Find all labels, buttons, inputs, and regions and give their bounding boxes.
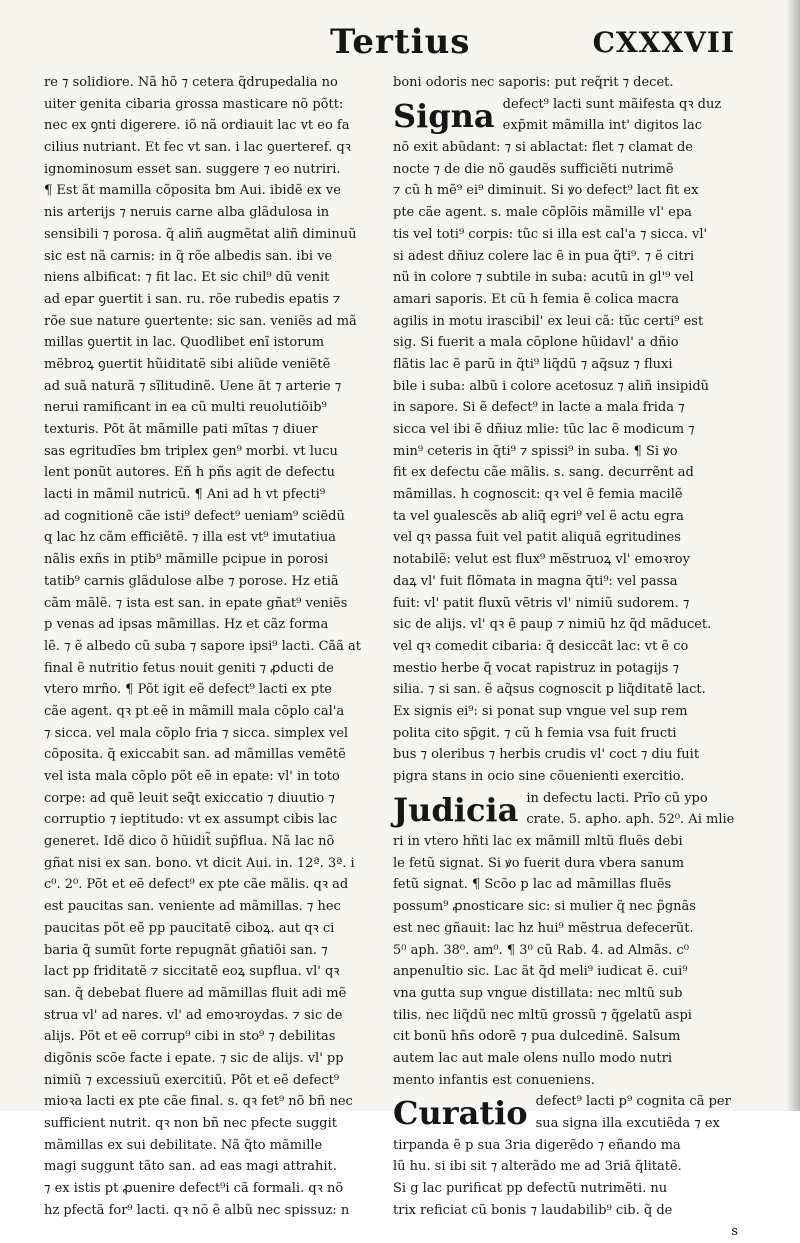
text-line: pigra stans in ocio sine cõuenienti exercitio. [393, 769, 685, 784]
text-line: lũ hu. si ibi sit ⁊ alterãdo me ad 3riã q̃litatẽ. [393, 1159, 682, 1175]
right-column [393, 72, 738, 1240]
text-line: cãm mãlẽ. ⁊ ista est san. in epate gñat⁹ veniẽs [44, 595, 348, 611]
text-line: hz pfectã for⁹ lacti. qꝛ nõ ẽ albũ nec spissuz: n [44, 1202, 350, 1218]
text-line: sufficient nutrit. qꝛ non bñ nec pfecte suggit [44, 1116, 337, 1131]
text-line: nerui ramificant in ea cũ multi reuolutiõib⁹ [44, 400, 327, 416]
text-line: possum⁹ ꝓnosticare sic: si mulier q̃ nec p̃gnãs [393, 899, 696, 915]
catchword: s [731, 1224, 738, 1240]
text-line: nõ exit abũdant: ⁊ si ablactat: flet ⁊ clamat de [393, 140, 693, 156]
text-line: vna gutta sup vngue distillata: nec mltũ sub [393, 985, 683, 1001]
text-line: ⁊ sicca. vel mala cõplo fria ⁊ sicca. simplex vel [44, 725, 349, 741]
text-line: final ẽ nutritio fetus nouit geniti ⁊ ꝓducti de [44, 660, 334, 676]
text-line: lent ponũt autores. Eñ h pñs agit de defectu [44, 465, 335, 481]
text-line: cilius nutriant. Et fec vt san. i lac ꝯuerteref. qꝛ [44, 140, 351, 156]
text-line: anpenultio sic. Lac ãt q̃d meli⁹ iudicat ẽ. cui⁹ [393, 964, 688, 980]
text-line: vel qꝛ comedit cibaria: q̃ desiccãt lac: vt ẽ co [393, 638, 689, 654]
text-line: notabilẽ: velut est flux⁹ mẽstruoꝝ vl' emoꝛroy [393, 552, 690, 568]
section-curatio [393, 1091, 738, 1221]
left-column [44, 72, 389, 1218]
text-line: ri in vtero hñti lac ex mãmill mltũ fluẽs debi [393, 834, 683, 850]
text-line: agilis in motu irascibil' ex leui cã: tũc certi⁹ est [393, 313, 704, 329]
text-line: daꝝ vl' fuit flõmata in magna q̃ti⁹: vel passa [393, 573, 678, 589]
text-line: flãtis lac ẽ parũ in q̃ti⁹ liq̃dũ ⁊ aq̃suz ⁊ fluxi [393, 356, 673, 372]
text-line: sic est nã carnis: in q̃ rõe albedis san. ibi ve [44, 248, 333, 264]
page-edge-shadow [786, 0, 800, 1111]
section-signa [393, 94, 738, 788]
text-line: defect⁹ lacti sunt mãifesta qꝛ duz [502, 96, 722, 112]
text-line: tilis. nec liq̃dũ nec mltũ grossũ ⁊ q̃gelatũ aspi [393, 1007, 692, 1023]
text-line: gñat nisi ex san. bono. vt dicit Aui. in. 12ª. 3ª. i [44, 855, 355, 871]
text-line: mioꝛa lacti ex pte cãe final. s. qꝛ fet⁹ nõ bñ nec [44, 1094, 353, 1110]
text-line: tatib⁹ carnis glãdulose albe ⁊ porose. Hz etiã [44, 573, 339, 589]
text-line: sua signa illa excutiẽda ⁊ ex [535, 1116, 720, 1131]
text-line: est paucitas san. veniente ad mãmillas. ⁊ hec [44, 899, 341, 915]
text-line: sensibili ⁊ porosa. q̃ aliñ augmẽtat aliñ diminuũ [44, 226, 357, 242]
page-title: Tertius [330, 22, 471, 62]
text-line: lacti in mãmil nutricũ. ¶ Ani ad h vt pfecti⁹ [44, 487, 326, 503]
text-line: cõposita. q̃ exiccabit san. ad mãmillas vemẽtẽ [44, 747, 346, 763]
text-line: silia. ⁊ si san. ẽ aq̃sus cognoscit p liq̃ditatẽ lact. [393, 682, 706, 698]
text-line: generet. Idẽ dico õ hũidit̃ sup̃flua. Nã lac nõ [44, 834, 335, 850]
text-line: mẽbroꝝ ꝯuertit hũiditatẽ sibi aliũde veniẽtẽ [44, 356, 331, 372]
text-line: cãe agent. qꝛ pt eẽ in mãmill mala cõplo cal'a [44, 703, 345, 719]
section-heading: Judicia [393, 790, 519, 829]
text-line: Ex signis ei⁹: si ponat sup vngue vel sup rem [393, 703, 688, 719]
text-line: boni odoris nec saporis: put req̃rit ⁊ decet. [393, 75, 674, 90]
text-line: ad cognitionẽ cãe isti⁹ defect⁹ ueniam⁹ sciẽdũ [44, 508, 345, 524]
text-line: le fetũ signat. Si ꝟo fuerit dura vbera sanum [393, 855, 685, 871]
text-line: bile i suba: albũ i colore acetosuz ⁊ aliñ insipidũ [393, 378, 710, 394]
text-line: strua vl' ad nares. vl' ad emoꝛroydas. ⁊ sic de [44, 1007, 343, 1023]
text-line: crate. 5. apho. aph. 52⁰. Ai mlie [526, 812, 735, 828]
text-line: digõnis scõe facte i epate. ⁊ sic de alijs. vl' pp [44, 1050, 344, 1066]
text-line: defect⁹ lacti p⁹ cognita cã per [535, 1094, 731, 1110]
text-line: tirpanda ẽ p sua 3ria digerẽdo ⁊ eñando ma [393, 1137, 681, 1153]
text-line: re ⁊ solidiore. Nã hõ ⁊ cetera q̃drupedalia no [44, 75, 338, 90]
text-line: texturis. Põt ãt mãmille pati mĩtas ⁊ diuer [44, 422, 318, 437]
text-line: sicca vel ibi ẽ dñiuz mlie: tũc lac ẽ modicum ⁊ [393, 422, 695, 437]
text-line: lact pp friditatẽ ⁊ siccitatẽ eoꝝ supflua. vl' qꝛ [44, 964, 340, 980]
text-line: sas egritudĩes bm triplex gen⁹ morbi. vt lucu [44, 443, 338, 459]
text-line: p venas ad ipsas mãmillas. Hz et cãz forma [44, 617, 329, 633]
text-line: rõe sue nature ꝯuertente: sic san. veniẽs ad mã [44, 313, 357, 329]
text-line: san. q̃ debebat fluere ad mãmillas fluit adi mẽ [44, 985, 347, 1001]
text-line: c⁰. 2⁰. Põt et eẽ defect⁹ ex pte cãe mãlis. qꝛ ad [44, 877, 349, 893]
text-line: nocte ⁊ de die nõ gaudẽs sufficiẽti nutrimẽ [393, 161, 674, 177]
text-line: corpe: ad quẽ leuit seq̃t exiccatio ⁊ diuutio ⁊ [44, 790, 335, 806]
text-line: pte cãe agent. s. male cõplõis mãmille vl' epa [393, 205, 692, 221]
text-line: vel qꝛ passa fuit vel patit aliquã egritudines [393, 530, 681, 546]
folio-number: CXXXVII [592, 26, 735, 59]
text-line: mãmillas ex sui debilitate. Nã q̃to mãmille [44, 1137, 323, 1153]
text-line: nis arterijs ⁊ neruis carne alba glãdulosa in [44, 205, 330, 221]
text-line: vtero mrño. ¶ Põt igit eẽ defect⁹ lacti ex pte [44, 682, 332, 698]
text-line: in sapore. Si ẽ defect⁹ in lacte a mala frida ⁊ [393, 400, 685, 416]
text-line: tis vel toti⁹ corpis: tũc si illa est cal'a ⁊ sicca. vl' [393, 226, 708, 242]
text-line: bus ⁊ oleribus ⁊ herbis crudis vl' coct ⁊ diu fuit [393, 747, 700, 763]
text-line: sig. Si fuerit a mala cõplone hũidavl' a dñio [393, 335, 679, 351]
text-line: fuit: vl' patit fluxũ vẽtris vl' nimiũ sudorem. ⁊ [393, 595, 690, 611]
text-line: autem lac aut male olens nullo modo nutri [393, 1050, 673, 1066]
text-line: trix reficiat cũ bonis ⁊ laudabilib⁹ cib. q̃ de [393, 1202, 673, 1218]
text-line: est nec gñauit: lac hz hui⁹ mẽstrua defecerũt. [393, 920, 694, 936]
text-line: niens albificat: ⁊ fit lac. Et sic chil⁹ dũ venit [44, 270, 330, 286]
text-line: millas ꝯuertit in lac. Quodlibet enĩ istorum [44, 335, 325, 351]
text-line: corruptio ⁊ ieptitudo: vt ex assumpt cibis lac [44, 812, 338, 828]
section-body [393, 94, 738, 788]
text-line: alijs. Põt et eẽ corrup⁹ cibi in sto⁹ ⁊ debilitas [44, 1029, 336, 1045]
text-line: nãlis exñs in ptib⁹ mãmille pcipue in porosi [44, 552, 329, 568]
text-line: fit ex defectu cãe mãlis. s. sang. decurrẽnt ad [393, 465, 694, 481]
text-line: ¶ Est ãt mamilla cõposita bm Aui. ibidẽ ex ve [44, 183, 341, 199]
section-heading: Signa [393, 96, 495, 135]
text-line: vel ista mala cõplo põt eẽ in epate: vl' in toto [44, 769, 340, 784]
section-judicia [393, 788, 738, 1092]
text-line: ta vel ꝯualescẽs ab aliq̃ egri⁹ vel ẽ actu egra [393, 508, 684, 524]
text-line: 5⁰ aph. 38⁰. am⁰. ¶ 3⁰ cũ Rab. 4. ad Almãs. c⁰ [393, 942, 689, 958]
text-line: nimiũ ⁊ excessiuũ exercitiũ. Põt et eẽ defect⁹ [44, 1072, 340, 1088]
text-line: mento infantis est conueniens. [393, 1072, 595, 1088]
text-line: ad suã naturã ⁊ sĩlitudinẽ. Uene ãt ⁊ arterie ⁊ [44, 378, 342, 394]
text-line: ⁊ ex istis pt ꝓuenire defect⁹i cã formali. qꝛ nõ [44, 1181, 344, 1197]
text-line: fetũ signat. ¶ Scõo p lac ad mãmillas fluẽs [393, 877, 672, 893]
text-line: mãmillas. h cognoscit: qꝛ vel ẽ femia macilẽ [393, 487, 683, 503]
text-line: ad epar ꝯuertit i san. ru. rõe rubedis epatis ⁊ [44, 291, 341, 307]
section-body [393, 788, 738, 1092]
text-line: Si g lac purificat pp defectũ nutrimẽti. nu [393, 1181, 668, 1197]
text-line: in defectu lacti. Prĩo cũ ypo [526, 790, 708, 806]
section-heading: Curatio [393, 1094, 528, 1133]
text-line: nec ex ꝯnti digerere. iõ nã ordiauit lac vt eo fa [44, 118, 350, 134]
text-line: cit bonũ hñs odorẽ ⁊ pua dulcedinẽ. Salsum [393, 1029, 681, 1045]
text-line: amari saporis. Et cũ h femia ẽ colica macra [393, 291, 679, 307]
text-line: lẽ. ⁊ ẽ albedo cũ suba ⁊ sapore ipsi⁹ lacti. Cãã at [44, 638, 362, 654]
text-line: si adest dñiuz colere lac ẽ in pua q̃ti⁹. ⁊ ẽ citri [393, 248, 694, 264]
text-line: sic de alijs. vl' qꝛ ẽ paup ⁊ nimiũ hz q̃d mãducet. [393, 617, 712, 633]
text-line: paucitas põt eẽ pp paucitatẽ ciboꝝ. aut qꝛ ci [44, 920, 335, 936]
text-line: q lac hz cãm efficiẽtẽ. ⁊ illa est vt⁹ imutatiua [44, 530, 336, 546]
text-line: baria q̃ sumũt forte repugnãt gñatiõi san. ⁊ [44, 942, 328, 958]
text-line: ignominosum esset san. suggere ⁊ eo nutriri. [44, 161, 341, 177]
running-head [330, 18, 735, 68]
text-line: exp̃mit mãmilla int' digitos lac [502, 118, 703, 134]
text-line: ⁊ cũ h mẽ⁹ ei⁹ diminuit. Si ꝟo defect⁹ lact fit ex [393, 183, 699, 199]
text-line: uiter genita cibaria grossa masticare nõ põtt: [44, 96, 344, 112]
text-line: mestio herbe q̃ vocat rapistruz in potagijs ⁊ [393, 660, 679, 676]
text-line: min⁹ ceteris in q̃ti⁹ ⁊ spissi⁹ in suba. ¶ Si ꝟo [393, 443, 678, 459]
text-line: polita cito sp̃git. ⁊ cũ h femia vsa fuit fructi [393, 725, 677, 741]
text-line: nũ in colore ⁊ subtile in suba: acutũ in gl'⁹ vel [393, 270, 694, 286]
text-line: magi suggunt tãto san. ad eas magi attrahit. [44, 1159, 337, 1175]
